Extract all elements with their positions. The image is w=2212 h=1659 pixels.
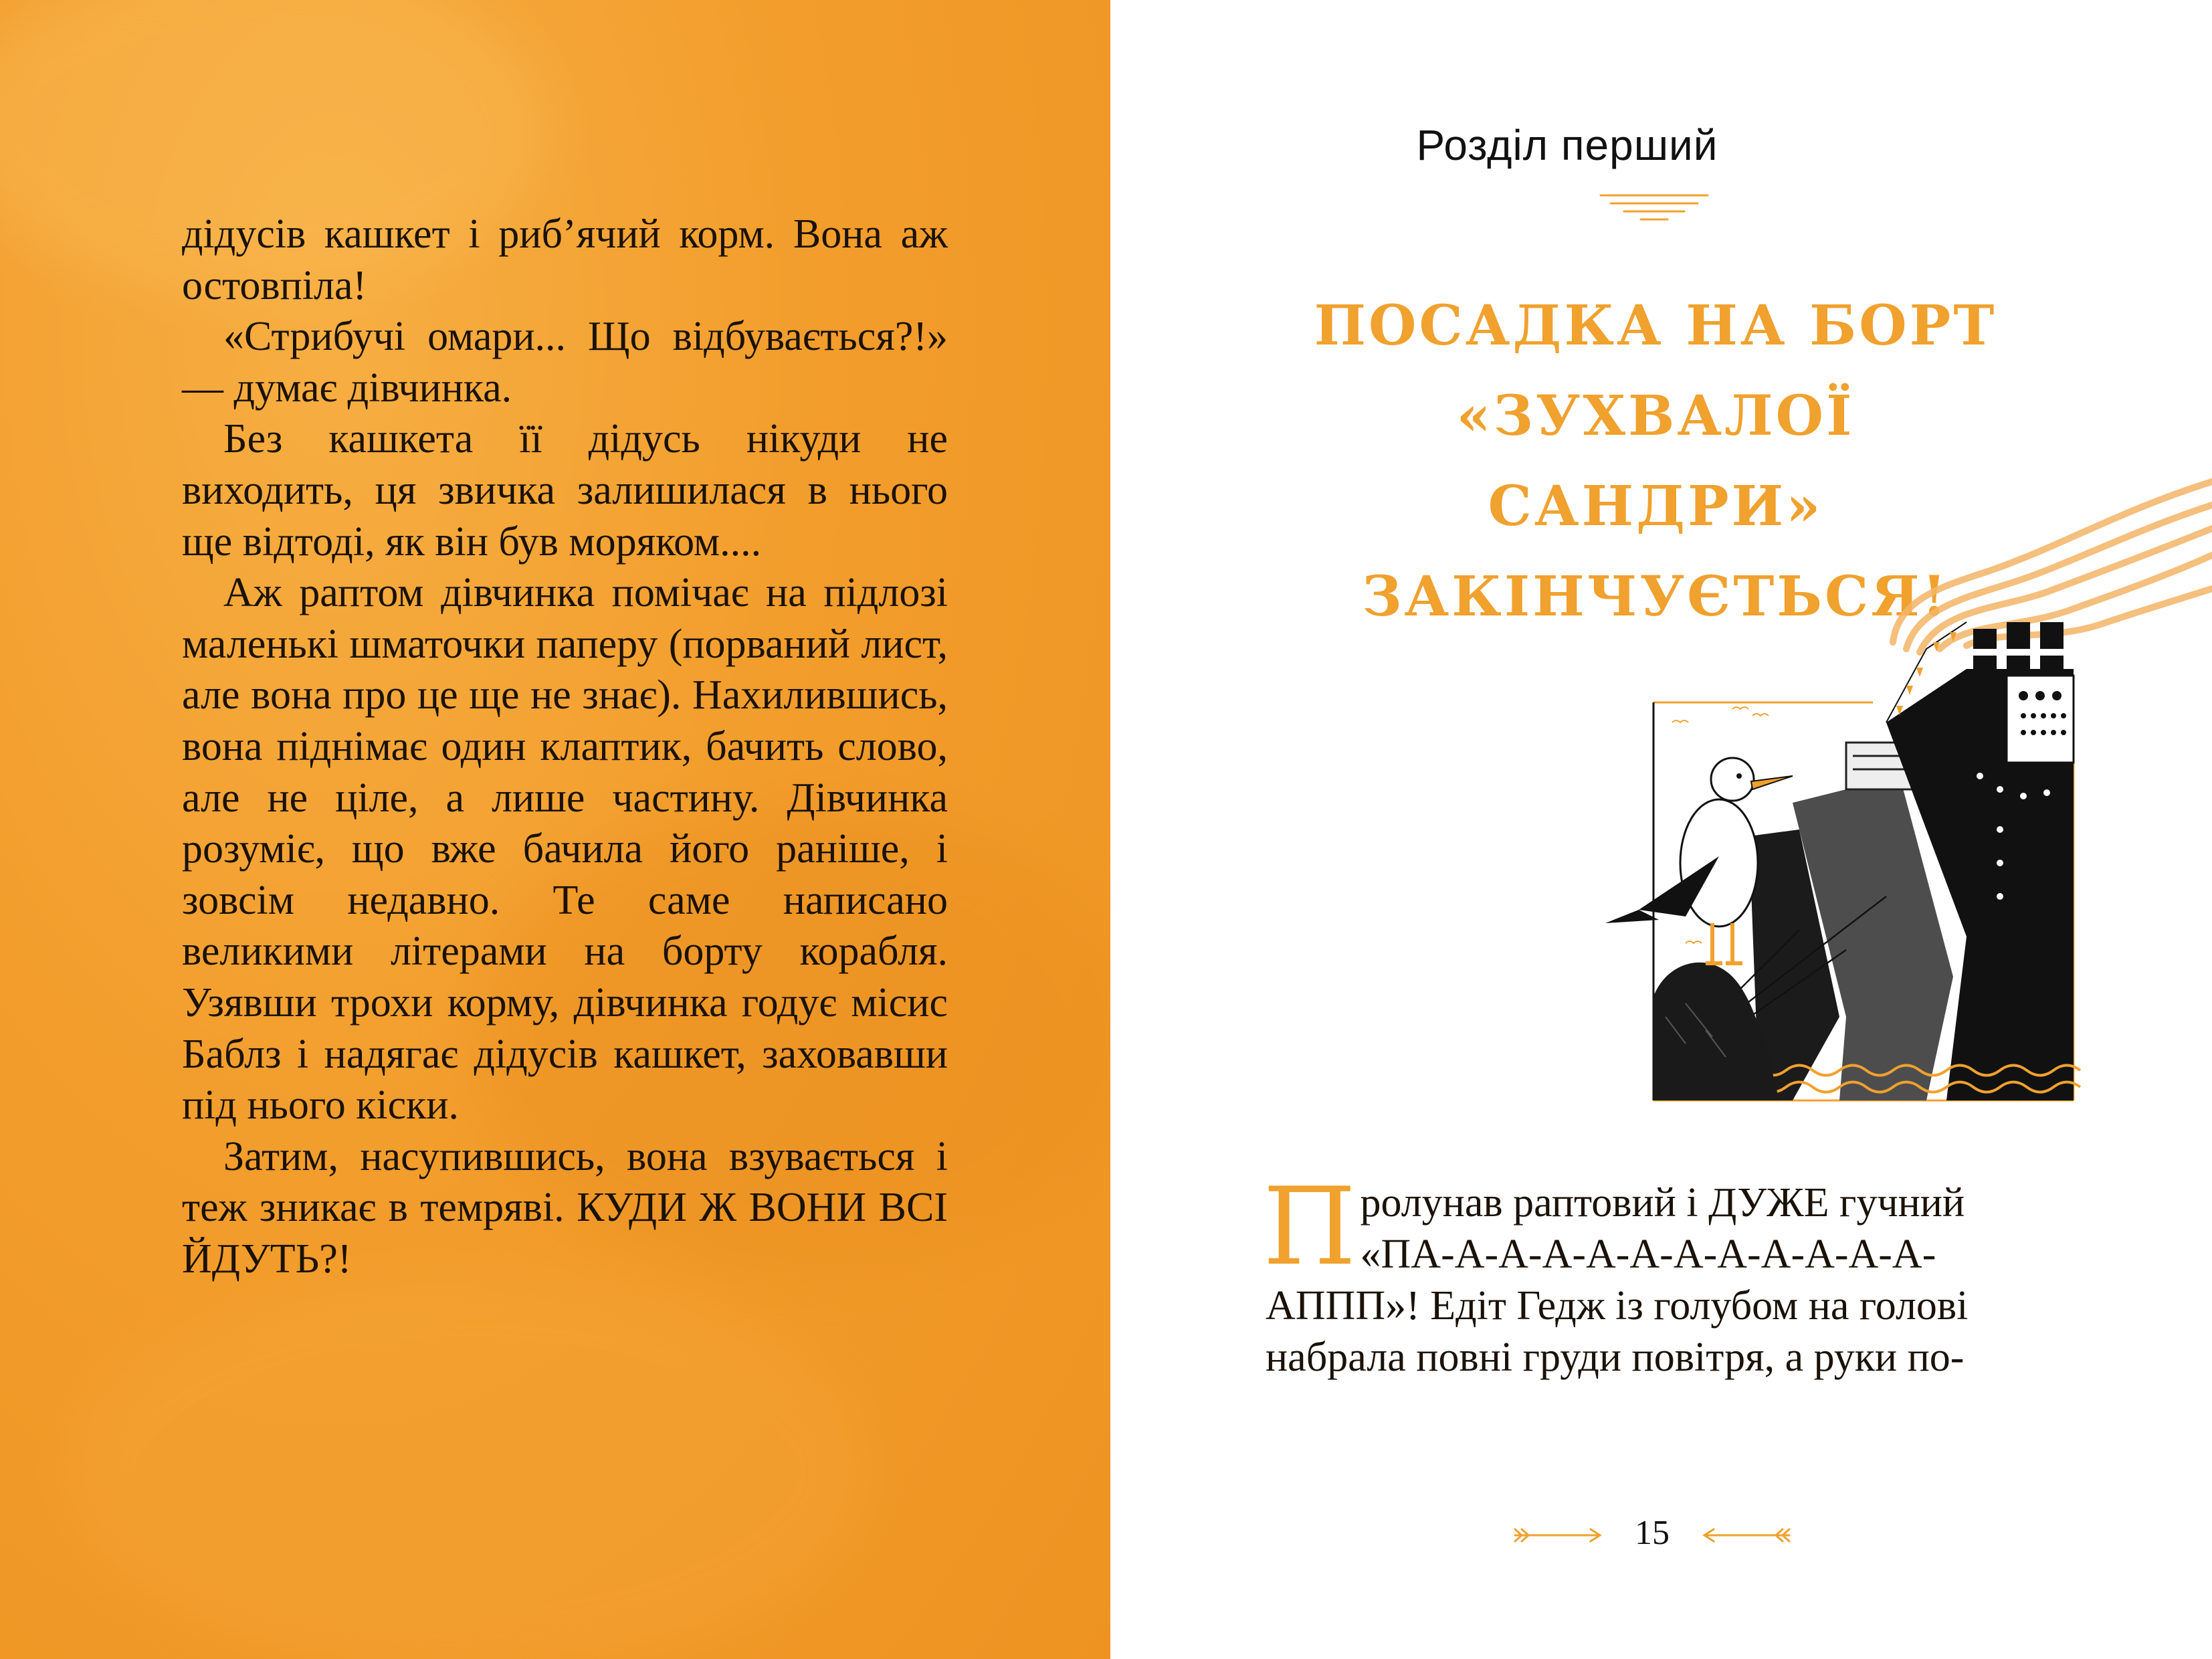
paragraph: Затим, насупившись, вона взувається і теж зникає в темряві. КУДИ Ж ВОНИ ВСІ ЙДУТЬ?! [182, 1133, 948, 1282]
right-page [1110, 0, 2212, 1659]
wave-ornament [1597, 190, 1711, 223]
arrow-ornament-right-icon [1699, 1525, 1793, 1545]
drop-cap: П [1263, 1164, 1356, 1289]
paragraph: Без кашкета її дідусь нікуди не виходить, ця звичка залишилася в нього ще відтоді, як він був моряком.... [182, 416, 948, 565]
paragraph: ролунав раптовий і ДУЖЕ гучний «ПА-А-А-А-А-А-А-А-А-А-А-А-АППП»! Едіт Гедж із голубом на голові набрала повні груди повітря, а руки по- [1266, 1180, 1969, 1380]
chapter-title-line: «ЗУХВАЛОЇ САНДРИ» [1456, 384, 1855, 539]
right-body-text [1263, 1164, 2021, 1383]
page-footer [1512, 1513, 1793, 1560]
ships-illustration [1177, 428, 2212, 1110]
chapter-title-line: ЗАКІНЧУЄТЬСЯ! [1362, 565, 1949, 629]
paragraph: Аж раптом дівчинка помічає на підлозі маленькі шматочки паперу (порваний лист, але вона про це ще не знає). Нахилившись, вона піднімає один клаптик, бачить слово, але не ціле, а лише частину. Дівчинка розуміє, що вже бачила його раніше, і зовсім недавно. Те саме написано великими літерами на борту корабля. Узявши трохи корму, дівчинка годує місис Баблз і надягає дідусів кашкет, заховавши під нього кіски. [182, 570, 948, 1129]
paragraph: «Стрибучі омари... Що відбувається?!» — думає дівчинка. [182, 314, 948, 411]
chapter-title-line: ПОСАДКА НА БОРТ [1314, 294, 1997, 358]
left-body-text [182, 209, 948, 1284]
watercolor-wash [67, 1271, 870, 1659]
chapter-label: Розділ перший [1416, 121, 1718, 169]
page-number: 15 [1635, 1514, 1670, 1552]
paragraph: дідусів кашкет і риб’ячий корм. Вона аж остовпіла! [182, 211, 948, 308]
